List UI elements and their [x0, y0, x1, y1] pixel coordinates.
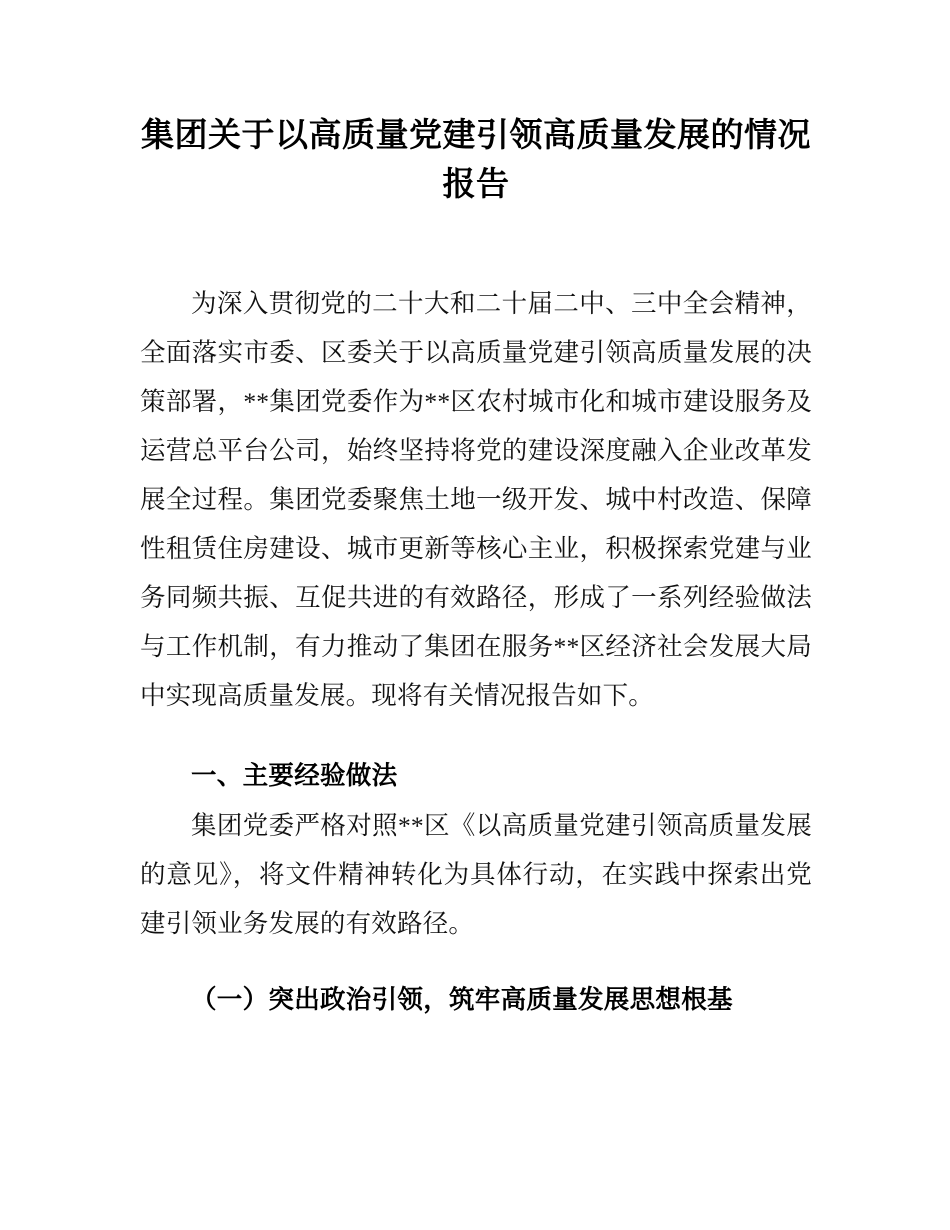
intro-paragraph: 为深入贯彻党的二十大和二十届二中、三中全会精神，全面落实市委、区委关于以高质量党建引领高质量发展的决策部署，**集团党委作为**区农村城市化和城市建设服务及运营总平台公司，始终坚持将党的建设深度融入企业改革发展全过程。集团党委聚焦土地一级开发、城中村改造、保障性租赁住房建设、城市更新等核心主业，积极探索党建与业务同频共振、互促共进的有效路径，形成了一系列经验做法与工作机制，有力推动了集团在服务**区经济社会发展大局中实现高质量发展。现将有关情况报告如下。 — [140, 289, 812, 710]
paragraph-spacer — [140, 720, 812, 728]
section-one-paragraph: 集团党委严格对照**区《以高质量党建引领高质量发展的意见》，将文件精神转化为具体行动，在实践中探索出党建引领业务发展的有效路径。 — [140, 811, 812, 938]
document-content-column — [140, 0, 812, 1025]
subsection-heading-one: （一）突出政治引领，筑牢高质量发展思想根基 — [191, 985, 733, 1015]
section-heading-one: 一、主要经验做法 — [191, 761, 398, 791]
title-spacer — [140, 208, 812, 279]
page-title: 集团关于以高质量党建引领高质量发展的情况报告 — [141, 115, 811, 203]
